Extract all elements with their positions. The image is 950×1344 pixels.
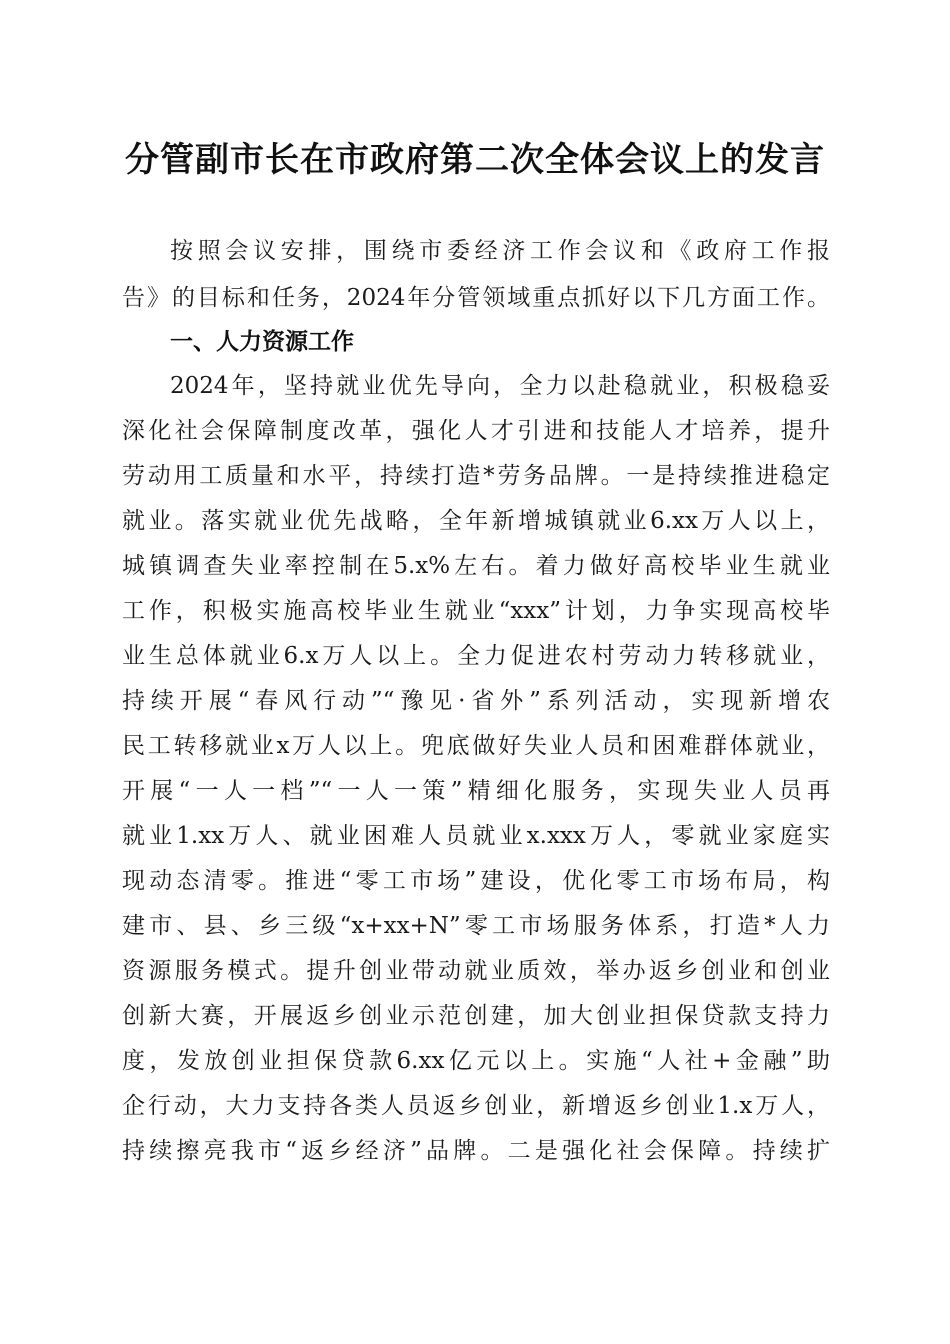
body-line: 劳动用工质量和水平，持续打造*劳务品牌。一是持续推进稳定 bbox=[122, 463, 830, 489]
body-line: 深化社会保障制度改革，强化人才引进和技能人才培养，提升 bbox=[122, 418, 830, 444]
body-line: 度，发放创业担保贷款6.xx亿元以上。实施“人社+金融”助 bbox=[122, 1048, 830, 1074]
document-title: 分管副市长在市政府第二次全体会议上的发言 bbox=[125, 140, 825, 180]
body-line: 创新大赛，开展返乡创业示范创建，加大创业担保贷款支持力 bbox=[122, 1003, 830, 1029]
body-line: 资源服务模式。提升创业带动就业质效，举办返乡创业和创业 bbox=[122, 958, 830, 984]
body-line: 持续开展“春风行动”“豫见·省外”系列活动，实现新增农 bbox=[122, 688, 830, 714]
body-line: 民工转移就业x万人以上。兜底做好失业人员和困难群体就业， bbox=[122, 733, 830, 759]
body-line: 持续擦亮我市“返乡经济”品牌。二是强化社会保障。持续扩 bbox=[122, 1138, 830, 1164]
intro-line-1: 按照会议安排，围绕市委经济工作会议和《政府工作报 bbox=[170, 238, 830, 264]
body-line: 工作，积极实施高校毕业生就业“xxx”计划，力争实现高校毕 bbox=[122, 598, 830, 624]
body-line: 现动态清零。推进“零工市场”建设，优化零工市场布局，构 bbox=[122, 868, 830, 894]
section-heading: 一、人力资源工作 bbox=[170, 329, 354, 355]
body-line: 建市、县、乡三级“x+xx+N”零工市场服务体系，打造*人力 bbox=[122, 913, 830, 939]
body-line: 开展“一人一档”“一人一策”精细化服务，实现失业人员再 bbox=[122, 778, 830, 804]
body-line: 2024年，坚持就业优先导向，全力以赴稳就业，积极稳妥 bbox=[170, 373, 830, 399]
body-line: 企行动，大力支持各类人员返乡创业，新增返乡创业1.x万人， bbox=[122, 1093, 830, 1119]
body-line: 业生总体就业6.x万人以上。全力促进农村劳动力转移就业， bbox=[122, 643, 830, 669]
body-line: 就业1.xx万人、就业困难人员就业x.xxx万人，零就业家庭实 bbox=[122, 823, 830, 849]
intro-line-2: 告》的目标和任务，2024年分管领域重点抓好以下几方面工作。 bbox=[122, 285, 830, 311]
body-line: 城镇调查失业率控制在5.x%左右。着力做好高校毕业生就业 bbox=[122, 553, 830, 579]
body-line: 就业。落实就业优先战略，全年新增城镇就业6.xx万人以上， bbox=[122, 508, 830, 534]
